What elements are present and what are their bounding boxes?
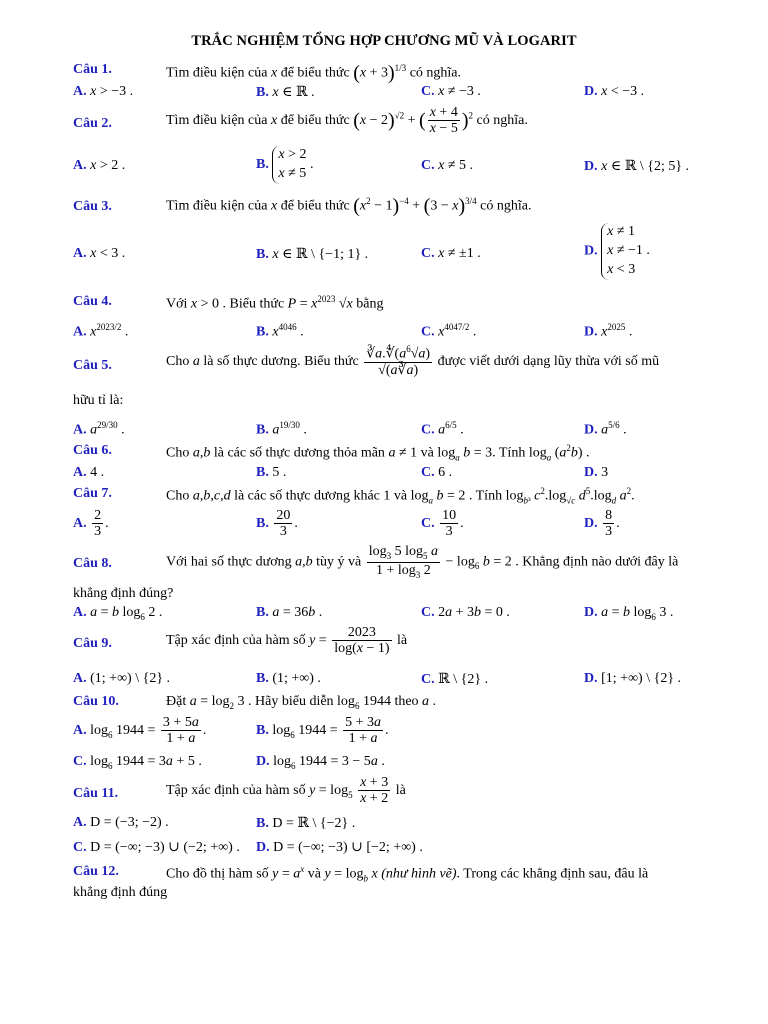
option-a[interactable]: A. x > 2 . <box>73 158 126 173</box>
option-c[interactable]: C. $x^{4047/2}$ . <box>421 322 477 340</box>
option-b[interactable]: B. $a^{19/30}$ . <box>256 420 307 438</box>
option-b[interactable]: B. a = 36b . <box>256 605 323 620</box>
option-a[interactable]: A. $\frac{2}{3}$ . <box>73 508 109 540</box>
question-label: Câu 12. <box>73 864 119 879</box>
option-c[interactable]: C. x ≠ 5 . <box>421 158 474 173</box>
option-a[interactable]: A. x > −3 . <box>73 84 134 99</box>
question-stem: Cho a,b là các số thực dương thỏa mãn a ≠ 1 và $\log_a b = 3$. Tính $\log_a (a^2b)$ . <box>166 443 590 463</box>
option-b[interactable]: B. $\log_6 1944$ = $\frac{5 + 3a}{1 + a}$ . <box>256 715 389 747</box>
option-d[interactable]: D. 3 <box>584 465 609 480</box>
question-stem: Cho a,b,c,d là các số thực dương khác 1 và $\log_a b = 2$ . Tính $\log_{b^3} c^2.\log_{√c}$ $d^5.\log_d$ $a^2$. <box>166 486 635 506</box>
question-label: Câu 3. <box>73 199 112 214</box>
option-d[interactable]: D. D = (−∞; −3) ∪ [−2; +∞) . <box>256 840 423 855</box>
option-d[interactable]: D. x ∈ ℝ \ {2; 5} . <box>584 159 690 174</box>
option-d[interactable]: D. $\log_6 1944 = 3 - 5a$ . <box>256 754 385 771</box>
question-label: Câu 2. <box>73 116 112 131</box>
option-d[interactable]: D. [1; +∞) \ {2} . <box>584 671 682 686</box>
question-stem: Tìm điều kiện của x để biểu thức $(x + 3)^{1/3}$ có nghĩa. <box>166 62 462 84</box>
option-c[interactable]: C. 2a + 3b = 0 . <box>421 605 510 620</box>
option-d[interactable]: D. $a^{5/6}$ . <box>584 420 627 438</box>
option-a[interactable]: A. (1; +∞) \ {2} . <box>73 671 171 686</box>
option-a[interactable]: A. D = (−3; −2) . <box>73 815 169 830</box>
option-a[interactable]: A. a = b $\log_6 2$ . <box>73 605 163 622</box>
option-a[interactable]: A. x < 3 . <box>73 246 126 261</box>
question-label: Câu 6. <box>73 443 112 458</box>
question-stem: Tập xác định của hàm số y = $\frac{2023}{\log(x - 1)}$ là <box>166 625 408 657</box>
page-title: TRẮC NGHIỆM TỔNG HỢP CHƯƠNG MŨ VÀ LOGARIT <box>191 33 577 49</box>
option-d[interactable]: D. a = b $\log_6 3$ . <box>584 605 674 622</box>
question-stem-continued: hữu tỉ là: <box>73 393 124 408</box>
option-b[interactable]: B. x > 2 x ≠ 5 . <box>256 146 313 184</box>
option-a[interactable]: A. 4 . <box>73 465 105 480</box>
option-a[interactable]: A. $x^{2023/2}$ . <box>73 322 129 340</box>
option-c[interactable]: C. $\log_6 1944 = 3a + 5$ . <box>73 754 202 771</box>
option-b[interactable]: B. 5 . <box>256 465 287 480</box>
option-b[interactable]: B. $x^{4046}$ . <box>256 322 304 340</box>
option-b[interactable]: B. x ∈ ℝ . <box>256 85 315 100</box>
option-c[interactable]: C. $a^{6/5}$ . <box>421 420 464 438</box>
option-d[interactable]: D. x ≠ 1 x ≠ −1 . x < 3 <box>584 223 650 280</box>
question-label: Câu 9. <box>73 636 112 651</box>
question-label: Câu 11. <box>73 786 119 801</box>
question-stem: Tìm điều kiện của x để biểu thức $(x^2 - 1)^{-4} + (3 - x)^{3/4}$ có nghĩa. <box>166 195 532 217</box>
question-stem-continued: khẳng định đúng? <box>73 586 174 601</box>
question-stem: Tìm điều kiện của x để biểu thức $(x - 2)^{√2}$ + ( $\frac{x + 4}{x - 5}$ )$^2$ có nghĩa. <box>166 105 528 137</box>
question-stem: Cho đồ thị hàm số $y = a^x$ và $y = \log_b x$ (như hình vẽ). Trong các khẳng định sau, đâu là <box>166 864 649 884</box>
option-c[interactable]: C. x ≠ ±1 . <box>421 246 481 261</box>
question-stem: Với x > 0 . Biểu thức $P = x^{2023}$ √x bằng <box>166 294 384 312</box>
option-d[interactable]: D. $x^{2025}$ . <box>584 322 633 340</box>
question-label: Câu 1. <box>73 62 112 77</box>
question-label: Câu 10. <box>73 694 119 709</box>
option-a[interactable]: A. $\log_6 1944$ = $\frac{3 + 5a}{1 + a}$ . <box>73 715 207 747</box>
option-c[interactable]: C. 6 . <box>421 465 453 480</box>
option-d[interactable]: D. $\frac{8}{3}$ . <box>584 508 620 540</box>
question-stem: Tập xác định của hàm số $y = \log_5$ $\frac{x + 3}{x + 2}$ là <box>166 775 406 807</box>
question-stem: Với hai số thực dương a,b tùy ý và $\frac{\log_3 5 \log_5 a}{1 + \log_3 2}$ − $\log_6 b = 2$ . Khẳng định nào dưới đây là <box>166 544 679 580</box>
question-stem: Đặt $a = \log_2 3$ . Hãy biểu diễn $\log_6 1944$ theo a . <box>166 694 437 711</box>
question-label: Câu 5. <box>73 358 112 373</box>
option-d[interactable]: D. x < −3 . <box>584 84 645 99</box>
question-label: Câu 7. <box>73 486 112 501</box>
question-stem-continued: khẳng định đúng <box>73 885 168 900</box>
option-c[interactable]: C. $\frac{10}{3}$ . <box>421 508 464 540</box>
option-b[interactable]: B. x ∈ ℝ \ {−1; 1} . <box>256 247 369 262</box>
option-c[interactable]: C. D = (−∞; −3) ∪ (−2; +∞) . <box>73 840 240 855</box>
question-label: Câu 8. <box>73 556 112 571</box>
option-a[interactable]: A. $a^{29/30}$ . <box>73 420 125 438</box>
option-b[interactable]: B. (1; +∞) . <box>256 671 321 686</box>
option-b[interactable]: B. D = ℝ \ {−2} . <box>256 816 356 831</box>
option-c[interactable]: C. x ≠ −3 . <box>421 84 481 99</box>
option-c[interactable]: C. ℝ \ {2} . <box>421 672 489 687</box>
question-label: Câu 4. <box>73 294 112 309</box>
question-stem: Cho a là số thực dương. Biểu thức $\frac{∛a.∜(a^6√a)}{√(a∛a)}$ được viết dưới dạng lũy thừa với số mũ <box>166 344 660 379</box>
option-b[interactable]: B. $\frac{20}{3}$ . <box>256 508 298 540</box>
